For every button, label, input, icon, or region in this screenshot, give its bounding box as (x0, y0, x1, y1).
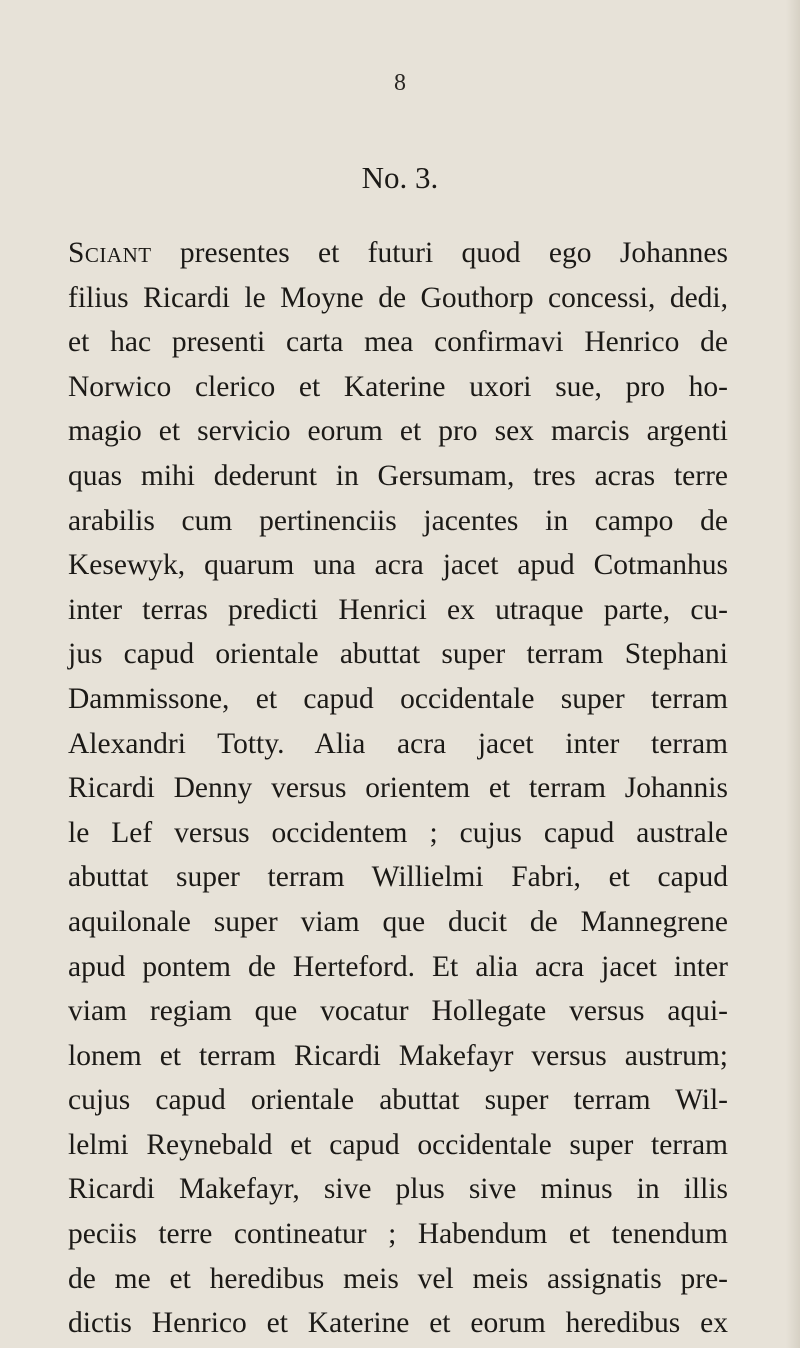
document-heading: No. 3. (361, 160, 439, 195)
text-line: dictis Henrico et Katerine et eorum heredibus ex (68, 1307, 728, 1340)
text-line: cujus capud orientale abuttat super terram Wil- (68, 1084, 728, 1117)
text-line: aquilonale super viam que ducit de Mannegrene (68, 905, 728, 938)
text-line: Ricardi Makefayr, sive plus sive minus in illis (68, 1173, 728, 1206)
text-line: peciis terre contineatur ; Habendum et tenendum (68, 1218, 728, 1251)
text-line: filius Ricardi le Moyne de Gouthorp concessi, dedi, (68, 281, 728, 314)
text-line: Ricardi Denny versus orientem et terram Johannis (68, 772, 728, 805)
text-line: abuttat super terram Willielmi Fabri, et capud (68, 861, 728, 894)
page-edge-shadow (786, 0, 800, 1348)
charter-text (68, 231, 728, 1346)
text-line: inter terras predicti Henrici ex utraque parte, cu- (68, 593, 728, 626)
text-line: quas mihi dederunt in Gersumam, tres acras terre (68, 459, 728, 492)
text-line: arabilis cum pertinenciis jacentes in campo de (68, 504, 728, 537)
text-line: Dammissone, et capud occidentale super terram (68, 682, 728, 715)
text-line: jus capud orientale abuttat super terram Stephani (68, 638, 728, 671)
text-line: Sciant presentes et futuri quod ego Johannes (68, 237, 728, 269)
text-line: le Lef versus occidentem ; cujus capud australe (68, 816, 728, 849)
text-line: lelmi Reynebald et capud occidentale super terram (68, 1128, 728, 1161)
text-line: lonem et terram Ricardi Makefayr versus austrum; (68, 1039, 728, 1072)
text-line: et hac presenti carta mea confirmavi Henrico de (68, 326, 728, 359)
text-line: de me et heredibus meis vel meis assignatis pre- (68, 1262, 728, 1295)
text-line: viam regiam que vocatur Hollegate versus aqui- (68, 995, 728, 1028)
drop-word: Sciant (68, 237, 152, 269)
text-line: Norwico clerico et Katerine uxori sue, pro ho- (68, 370, 728, 403)
page-number: 8 (394, 70, 406, 96)
text-line: magio et servicio eorum et pro sex marcis argenti (68, 415, 728, 448)
text-line: Alexandri Totty. Alia acra jacet inter terram (68, 727, 728, 760)
text-line: apud pontem de Herteford. Et alia acra jacet inter (68, 950, 728, 983)
text-line: Kesewyk, quarum una acra jacet apud Cotmanhus (68, 549, 728, 582)
